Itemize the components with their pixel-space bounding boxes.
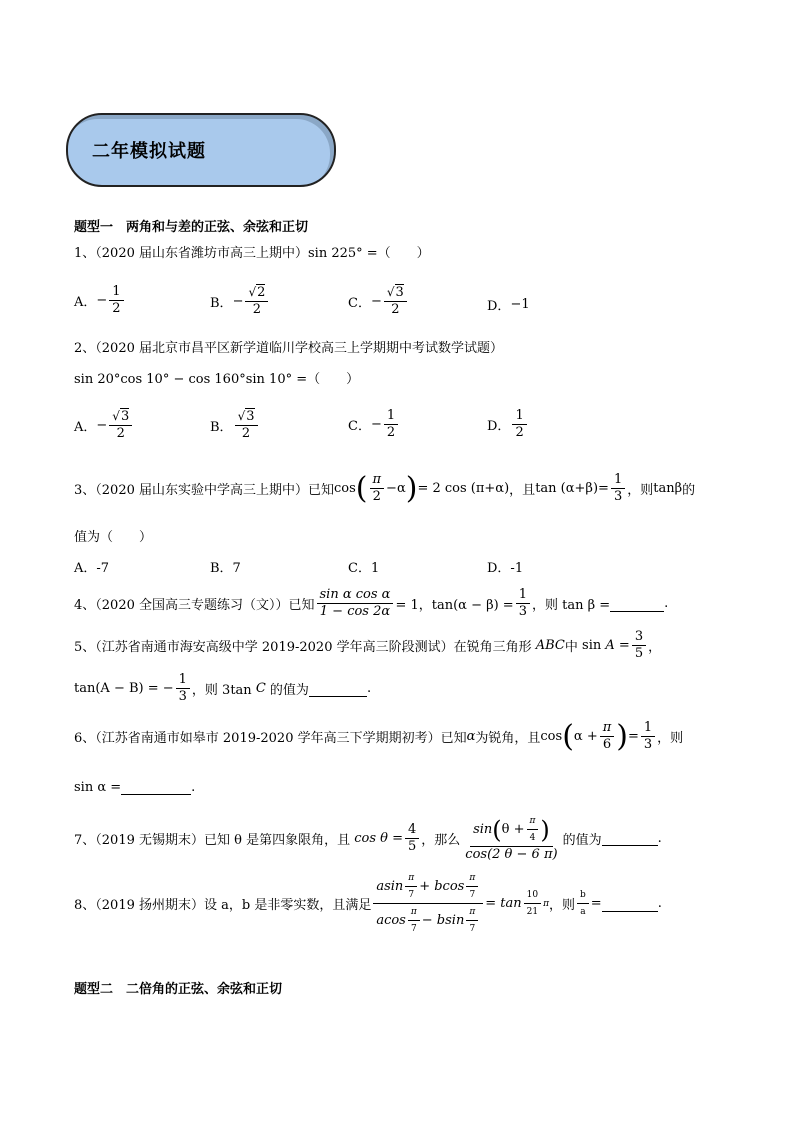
section-2-title: 题型二 二倍角的正弦、余弦和正切 [74,982,283,997]
question-1: 1、（2020 届山东省潍坊市高三上期中）sin 225° =（ ） [74,246,430,261]
q1-option-a: A． − $\frac{1}{2}$ [74,284,126,317]
q2-option-c: C． − $\frac{1}{2}$ [348,408,400,441]
q2-option-a: A． − $\frac{√3}{2}$ [74,408,134,442]
q3-option-b: B．7 [210,561,241,576]
question-5-line2: tan(A − B) = − $\frac{1}{3}$ ，则 3tan C 的值为 . [74,672,372,704]
question-6: 6、（江苏省南通市如皋市 2019-2020 学年高三下学期期初考）已知 α 为锐角，且 cos ( α + $\frac{\pi}{6}$ ) = $\frac{1}{3}$ ，则 [74,718,684,754]
question-8: 8、（2019 扬州期末）设 a，b 是非零实数，且满足 asin $\frac{\pi}{7}$ + bcos $\frac{\pi}{7}$ acos $\frac{\pi}{7}$ − bsin $\frac{\pi}{7}$ = tan $\frac{10}{21}$ π ，则 $\frac{b}{a}$ = . [74,870,662,937]
question-4: 4、（2020 全国高三专题练习（文））已知 $\frac{\text{sin α cos α}}{1 - \cos 2\alpha}$ = 1，tan(α − β) = $\frac{1}{3}$ ，则 tan β = . [74,587,669,619]
question-6-line2: sin α = . [74,779,196,795]
q2-option-d: D． $\frac{1}{2}$ [487,408,529,441]
q3-option-a: A．-7 [74,561,110,576]
question-5: 5、（江苏省南通市海安高级中学 2019-2020 学年高三阶段测试）在锐角三角形 ABC 中 sin A = $\frac{3}{5}$ ， [74,629,662,661]
q3-option-c: C．1 [348,561,380,576]
section-banner [66,113,336,187]
question-3: 3、（2020 届山东实验中学高三上期中）已知 cos ( $\frac{\pi}{2}$ −α ) = 2 cos ( π+α ) ，且 tan ( α+β ) = $\frac{1}{3}$ ，则 tanβ 的 [74,470,696,506]
question-2-source: 2、（2020 届北京市昌平区新学道临川学校高三上学期期中考试数学试题） [74,341,503,356]
banner-title: 二年模拟试题 [92,141,206,162]
section-1-title: 题型一 两角和与差的正弦、余弦和正切 [74,220,309,235]
q1-option-d: D． −1 [487,297,530,314]
question-2-expr: sin 20°cos 10° − cos 160°sin 10° =（ ） [74,372,360,387]
q2-option-b: B． $\frac{√3}{2}$ [210,408,260,442]
q3-option-d: D．-1 [487,561,524,576]
question-3-line2: 值为（ ） [74,530,153,545]
q1-option-b: B． − $\frac{√2}{2}$ [210,284,270,318]
q1-option-c: C． − $\frac{√3}{2}$ [348,284,409,318]
question-7: 7、（2019 无锡期末）已知 θ 是第四象限角，且 cos θ = $\frac{4}{5}$ ，那么 sin ( θ + $\frac{\pi}{4}$ ) cos(2 θ − 6 π) 的值为 . [74,813,662,863]
